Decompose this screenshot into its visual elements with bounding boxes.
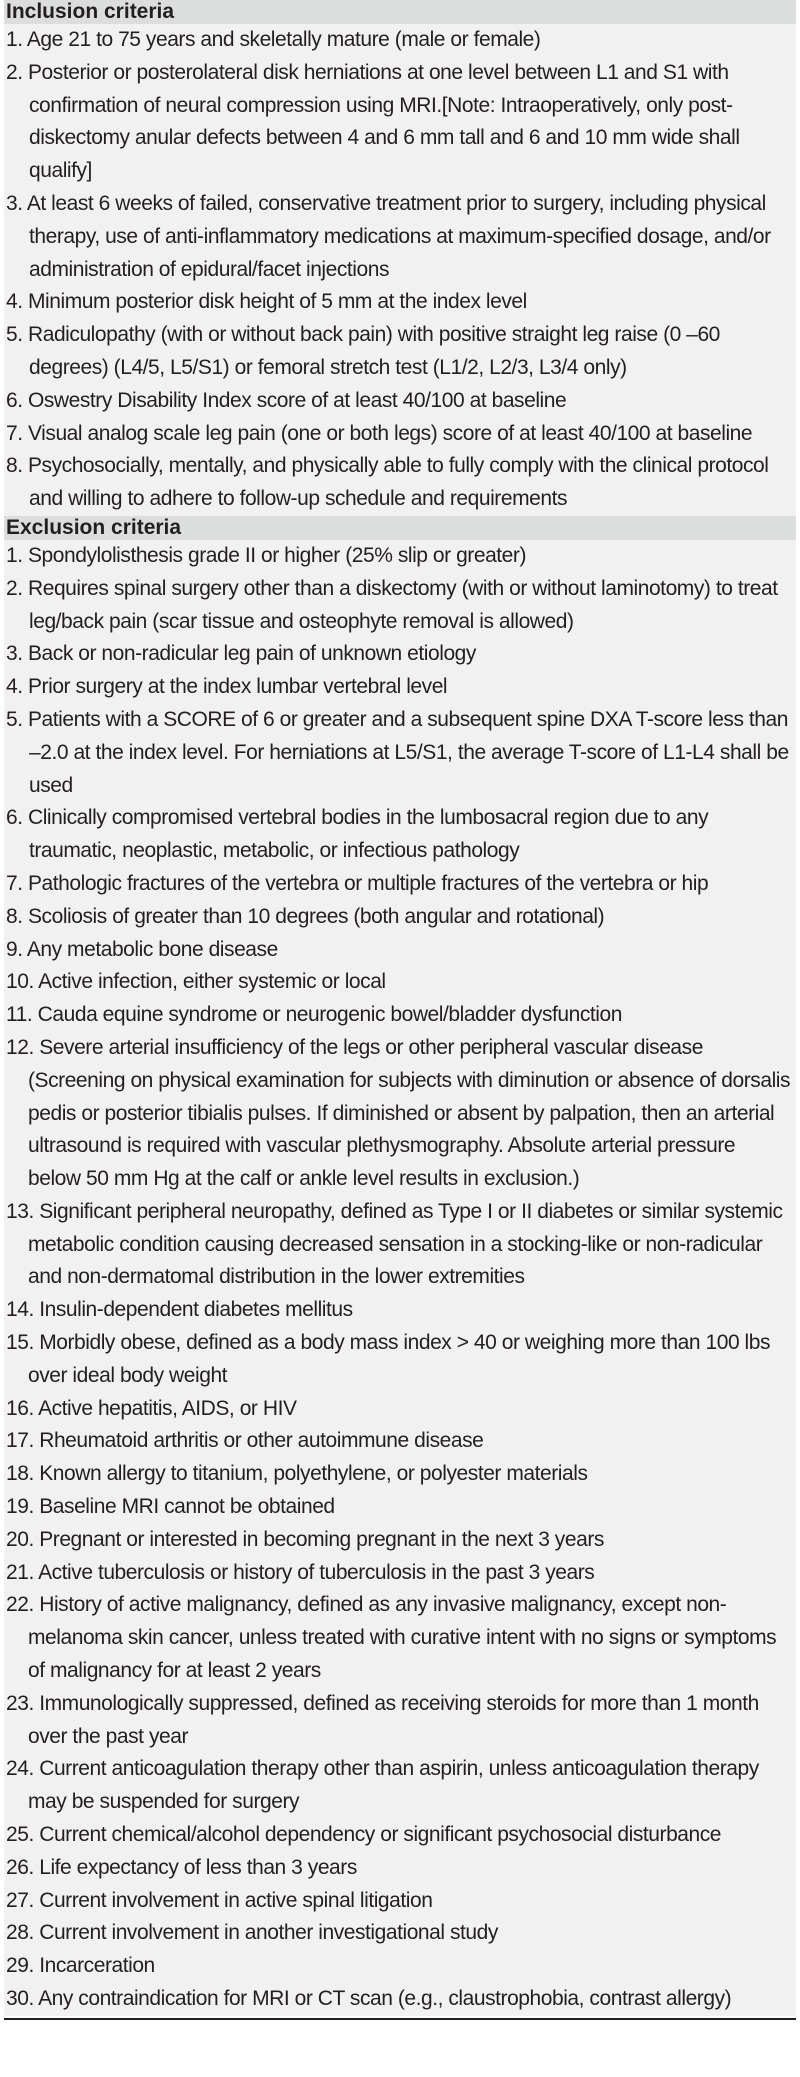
exclusion-item: 16. Active hepatitis, AIDS, or HIV <box>6 1396 297 1420</box>
exclusion-item: 13. Significant peripheral neuropathy, defined as Type I or II diabetes or similar systemic metabolic condition causing decreased sensation in a stocking-like or non-radicular and non-dermatomal distribution in the lower extremities <box>6 1199 783 1289</box>
exclusion-item: 23. Immunologically suppressed, defined as receiving steroids for more than 1 month over the past year <box>6 1691 759 1748</box>
exclusion-heading: Exclusion criteria <box>4 516 796 540</box>
inclusion-item: 7. Visual analog scale leg pain (one or both legs) score of at least 40/100 at baseline <box>6 421 753 445</box>
inclusion-item: 4. Minimum posterior disk height of 5 mm at the index level <box>6 290 527 314</box>
exclusion-section <box>4 516 796 2016</box>
inclusion-item: 6. Oswestry Disability Index score of at least 40/100 at baseline <box>6 388 567 412</box>
exclusion-item: 3. Back or non-radicular leg pain of unknown etiology <box>6 642 476 666</box>
exclusion-item: 5. Patients with a SCORE of 6 or greater and a subsequent spine DXA T-score less than –2.0 at the index level. For herniations at L5/S1, the average T-score of L1-L4 shall be used <box>6 707 789 797</box>
exclusion-item: 24. Current anticoagulation therapy other than aspirin, unless anticoagulation therapy may be suspended for surgery <box>6 1757 759 1814</box>
exclusion-item: 8. Scoliosis of greater than 10 degrees (both angular and rotational) <box>6 904 605 928</box>
exclusion-item: 10. Active infection, either systemic or local <box>6 970 386 994</box>
exclusion-item: 7. Pathologic fractures of the vertebra or multiple fractures of the vertebra or hip <box>6 871 709 895</box>
exclusion-item: 12. Severe arterial insufficiency of the legs or other peripheral vascular disease (Screening on physical examination for subjects with diminution or absence of dorsalis pedis or posterior tibialis pulses. If diminished or absent by palpation, then an arterial ultrasound is required with vascular plethysmography. Absolute arterial pressure below 50 mm Hg at the calf or ankle level results in exclusion.) <box>6 1035 791 1191</box>
inclusion-section <box>4 0 796 516</box>
inclusion-item: 5. Radiculopathy (with or without back pain) with positive straight leg raise (0 –60 degrees) (L4/5, L5/S1) or femoral stretch test (L1/2, L2/3, L3/4 only) <box>6 323 720 379</box>
exclusion-item: 22. History of active malignancy, defined as any invasive malignancy, except non-melanoma skin cancer, unless treated with curative intent with no signs or symptoms of malignancy for at least 2 years <box>6 1593 777 1683</box>
inclusion-item: 8. Psychosocially, mentally, and physically able to fully comply with the clinical protocol and willing to adhere to follow-up schedule and requirements <box>6 454 769 511</box>
inclusion-list <box>4 24 796 516</box>
exclusion-item: 29. Incarceration <box>6 1954 155 1978</box>
table-bottom-rule <box>4 2018 796 2020</box>
exclusion-item: 25. Current chemical/alcohol dependency or significant psychosocial disturbance <box>6 1823 722 1847</box>
exclusion-item: 18. Known allergy to titanium, polyethylene, or polyester materials <box>6 1462 588 1486</box>
inclusion-heading: Inclusion criteria <box>4 0 796 24</box>
exclusion-item: 26. Life expectancy of less than 3 years <box>6 1855 357 1879</box>
exclusion-item: 20. Pregnant or interested in becoming pregnant in the next 3 years <box>6 1527 604 1551</box>
exclusion-item: 30. Any contraindication for MRI or CT scan (e.g., claustrophobia, contrast allergy) <box>6 1987 732 2011</box>
exclusion-item: 6. Clinically compromised vertebral bodies in the lumbosacral region due to any traumatic, neoplastic, metabolic, or infectious pathology <box>6 806 709 863</box>
exclusion-item: 9. Any metabolic bone disease <box>6 937 278 961</box>
exclusion-item: 21. Active tuberculosis or history of tuberculosis in the past 3 years <box>6 1560 595 1584</box>
exclusion-item: 19. Baseline MRI cannot be obtained <box>6 1495 335 1519</box>
exclusion-item: 1. Spondylolisthesis grade II or higher (25% slip or greater) <box>6 543 526 567</box>
exclusion-item: 14. Insulin-dependent diabetes mellitus <box>6 1298 353 1322</box>
exclusion-item: 4. Prior surgery at the index lumbar vertebral level <box>6 675 448 699</box>
inclusion-item: 3. At least 6 weeks of failed, conservative treatment prior to surgery, including physical therapy, use of anti-inflammatory medications at maximum-specified dosage, and/or administration of epidural/facet injections <box>6 191 771 281</box>
exclusion-item: 15. Morbidly obese, defined as a body mass index > 40 or weighing more than 100 lbs over ideal body weight <box>6 1331 771 1387</box>
exclusion-item: 28. Current involvement in another investigational study <box>6 1921 498 1945</box>
exclusion-item: 2. Requires spinal surgery other than a diskectomy (with or without laminotomy) to treat leg/back pain (scar tissue and osteophyte removal is allowed) <box>6 576 778 633</box>
exclusion-item: 11. Cauda equine syndrome or neurogenic bowel/bladder dysfunction <box>6 1003 622 1027</box>
exclusion-item: 27. Current involvement in active spinal litigation <box>6 1888 433 1912</box>
exclusion-item: 17. Rheumatoid arthritis or other autoimmune disease <box>6 1429 484 1453</box>
inclusion-item: 2. Posterior or posterolateral disk herniations at one level between L1 and S1 with confirmation of neural compression using MRI.[Note: Intraoperatively, only post-diskectomy anular defects between 4 and 6 mm tall and 6 and 10 mm wide shall qualify] <box>6 60 740 183</box>
inclusion-item: 1. Age 21 to 75 years and skeletally mature (male or female) <box>6 28 541 51</box>
exclusion-list <box>4 540 796 2016</box>
